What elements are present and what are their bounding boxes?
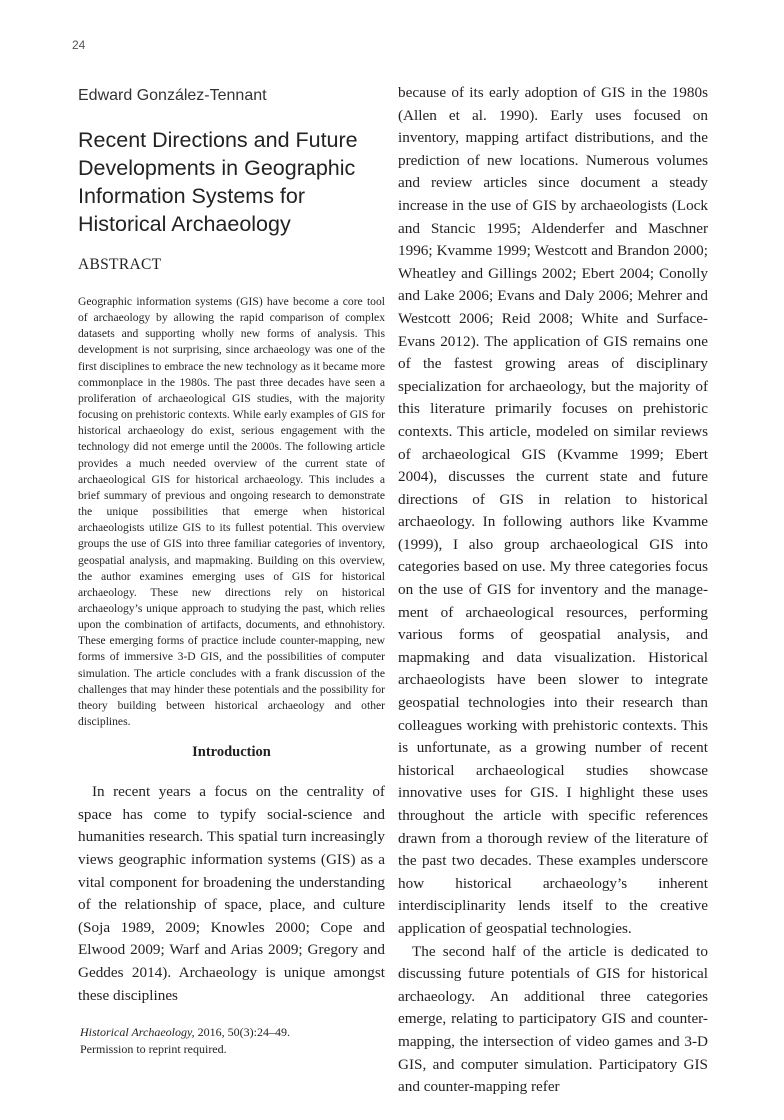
citation-details: 2016, 50(3):24–49. (194, 1025, 290, 1039)
permission-notice: Permission to reprint required. (80, 1042, 227, 1056)
page-number: 24 (72, 38, 86, 52)
intro-paragraph-continued: because of its early adoption of GIS in the 1980s (Allen et al. 1990). Early uses focused on inventory, mapping artifact distributions, and the prediction of new locations. Numerous volumes and review articles since document a steady increase in the use of GIS by archaeologists (Lock and Stancic 1995; Aldenderfer and Maschner 1996; Kvamme 1999; Westcott and Brandon 2000; Wheatley and Gillings 2002; Ebert 2004; Conolly and Lake 2006; Evans and Daly 2006; Mehrer and Westcott 2006; Reid 2008; White and Surface-Evans 2012). The application of GIS remains one of the fastest growing areas of disciplinary specialization for archaeology, but the majority of this literature primarily focuses on prehistoric contexts. This article, modeled on similar reviews of archaeological GIS (Kvamme 1999; Ebert 2004), discusses the current state and future directions of GIS in relation to historical archaeology. In following authors like Kvamme (1999), I also group archaeological GIS into categories based on use. My three categories focus on the use of GIS for inventory and the management of archaeological resources, performing various forms of geospatial analysis, and mapmaking and data visualization. Historical archaeologists have been slower to integrate geospatial technologies into their research than colleagues working with prehistoric contexts. This is unfortunate, as a growing number of recent historical archaeological studies showcase innovative uses for GIS. I highlight these uses throughout the article with specific references drawn from a thorough review of the literature of the past two decades. These examples underscore how historical archaeology’s inherent interdisciplinarity lends itself to the creative application of geospatial technologies. (398, 84, 708, 937)
intro-paragraph-second: The second half of the article is dedicated to discussing future potentials of GIS for historical archaeology. An additional three categories emerge, relating to participatory GIS and counter-mapping, the intersection of video games and 3-D GIS, and computer simulation. Participatory GIS and counter-mapping refer (398, 942, 708, 1096)
article-title: Recent Directions and Future Developments in Geographic Information Systems for Historical Archaeology (78, 128, 358, 236)
right-column (398, 80, 708, 1099)
citation-line (80, 1024, 290, 1041)
citation-footer (80, 1024, 290, 1058)
abstract-text: Geographic information systems (GIS) have become a core tool of archaeology by allowing the rapid comparison of complex datasets and supporting wholly new forms of analysis. This development is not surprising, since archaeology was one of the first disciplines to embrace the new technology as it became more commonplace in the 1980s. The past three decades have seen a proliferation of archaeological GIS studies, with the majority focusing on prehistoric contexts. While early examples of GIS for historical archaeology do exist, serious engagement with the technology did not emerge until the 2000s. The following article provides a much needed overview of the current state of archaeological GIS for historical archaeology. This includes a brief summary of previous and ongoing research to demonstrate the unique possibilities that emerge when historical archaeologists utilize GIS to its fullest potential. This overview groups the use of GIS into three familiar categories of inventory, geospatial analysis, and mapmaking. Building on this overview, the author examines emerging uses of GIS for historical archaeology. These new directions rely on historical archaeology’s unique approach to studying the past, which relies upon the combination of artifacts, documents, and ethnohistory. These emerging forms of practice include counter-mapping, new forms of immersive 3-D GIS, and the possibilities of computer simulation. The article concludes with a frank discussion of the challenges that may hinder these potentials and the possibility for theory building between historical archaeology and other disciplines. (78, 295, 385, 729)
intro-paragraph-left: In recent years a focus on the centrality of space has come to typify social-science and humanities research. This spatial turn increasingly views geographic information systems (GIS) as a vital component for broadening the understanding of the relationship of space, place, and culture (Soja 1989, 2009; Knowles 2000; Cope and Elwood 2009; Warf and Arias 2009; Gregory and Geddes 2014). Archaeology is unique amongst these disciplines (78, 783, 385, 1004)
section-heading-introduction: Introduction (192, 744, 271, 761)
abstract-heading: ABSTRACT (78, 256, 162, 273)
journal-name: Historical Archaeology, (80, 1025, 195, 1039)
left-column (78, 80, 385, 1007)
author-name: Edward González-Tennant (78, 87, 267, 104)
